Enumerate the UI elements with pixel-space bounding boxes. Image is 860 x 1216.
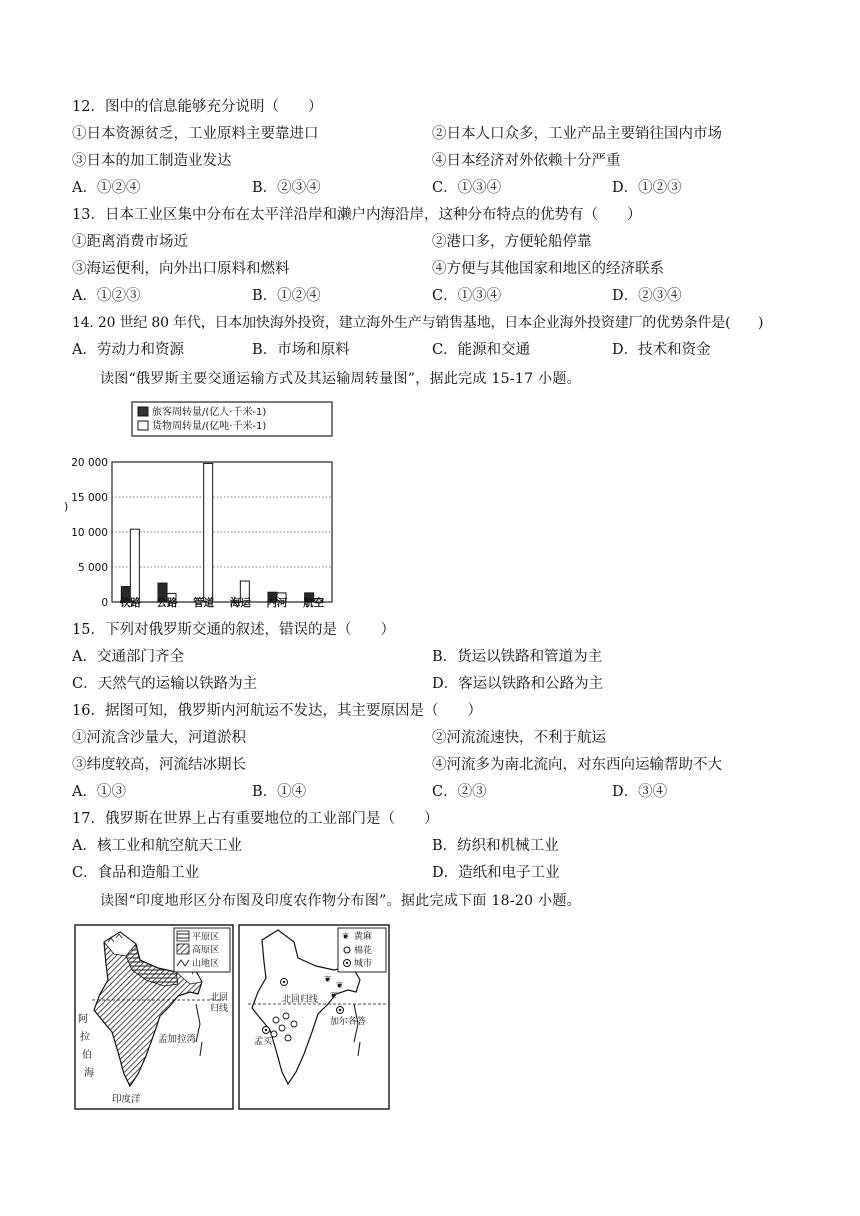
india-landform-map (74, 924, 234, 1110)
q12-item-3: ③日本的加工制造业发达 (72, 153, 232, 169)
y-tick-label: 5 000 (77, 562, 108, 574)
axis-fragment: ) (64, 500, 69, 513)
x-category-label: 内河 (266, 597, 288, 608)
x-category-label: 海运 (229, 597, 251, 608)
q17-option-c: C．食品和造船工业 (72, 865, 200, 881)
chart-bars (121, 463, 322, 602)
y-tick-label: 10 000 (71, 527, 108, 539)
q13-option-d: D．②③④ (612, 288, 682, 304)
x-category-label: 管道 (193, 597, 215, 608)
q13-item-4: ④方便与其他国家和地区的经济联系 (432, 261, 664, 277)
q12-item-2: ②日本人口众多，工业产品主要销往国内市场 (432, 126, 722, 142)
arabian-sea-label-3: 伯 (82, 1050, 92, 1061)
legend-plateau-label: 高原区 (192, 945, 220, 956)
q13-stem: 13．日本工业区集中分布在太平洋沿岸和濑户内海沿岸，这种分布特点的优势有（ ） (72, 207, 642, 223)
bar-freight-2 (204, 463, 213, 602)
legend-swatch-passenger (138, 407, 148, 416)
indian-ocean-label: 印度洋 (112, 1094, 141, 1105)
legend-cotton-label: 棉花 (354, 946, 373, 956)
q12-item-1: ①日本资源贫乏，工业原料主要靠进口 (72, 126, 319, 142)
q17-option-b: B．纺织和机械工业 (432, 838, 559, 854)
legend-jute-swatch: ❦ (342, 932, 350, 942)
legend-swatch-freight (138, 421, 148, 430)
legend-label-freight: 货物周转量/(亿吨·千米-1) (152, 421, 267, 432)
q15-option-a: A．交通部门齐全 (72, 649, 184, 665)
q17-stem: 17．俄罗斯在世界上占有重要地位的工业部门是（ ） (72, 811, 439, 827)
x-category-label: 航空 (303, 597, 325, 608)
bar-freight-0 (130, 529, 139, 602)
arabian-sea-label-2: 拉 (80, 1032, 90, 1043)
legend-label-passenger: 旅客周转量/(亿人·千米-1) (152, 407, 267, 418)
x-category-label: 铁路 (119, 597, 141, 608)
q14-stem: 14. 20 世纪 80 年代，日本加快海外投资，建立海外生产与销售基地，日本企业海外投资建厂的优势条件是( ) (72, 315, 764, 331)
intro-15-17: 读图“俄罗斯主要交通运输方式及其运输周转量图”，据此完成 15-17 小题。 (100, 371, 581, 387)
q16-item-4: ④河流多为南北流向，对东西向运输帮助不大 (432, 757, 722, 773)
q16-option-a: A．①③ (72, 784, 126, 800)
mumbai-label: 孟买 (254, 1037, 273, 1047)
x-category-label: 公路 (156, 597, 178, 608)
q15-stem: 15．下列对俄罗斯交通的叙述，错误的是（ ） (72, 622, 395, 638)
legend-mountain-label: 山地区 (192, 959, 220, 969)
india-crop-map (238, 924, 390, 1110)
q15-option-c: C．天然气的运输以铁路为主 (72, 676, 258, 692)
map1-tropic-label-1: 北回 (210, 993, 229, 1003)
chart-gridlines (112, 497, 332, 567)
legend-jute-label: 黄麻 (354, 932, 373, 942)
legend-plateau-swatch (177, 944, 189, 954)
q14-option-a: A．劳动力和资源 (72, 342, 184, 358)
legend-city-label: 城市 (354, 959, 373, 969)
arabian-sea-label-4: 海 (84, 1068, 94, 1079)
intro-18-20: 读图“印度地形区分布图及印度农作物分布图”。据此完成下面 18-20 小题。 (100, 893, 581, 909)
y-tick-label: 15 000 (71, 492, 108, 504)
q16-option-c: C．②③ (432, 784, 487, 800)
kolkata-label: 加尔各答 (330, 1017, 367, 1027)
legend-plain-swatch (177, 931, 189, 941)
q13-item-3: ③海运便利，向外出口原料和燃料 (72, 261, 290, 277)
q13-item-1: ①距离消费市场近 (72, 234, 188, 250)
q14-option-c: C．能源和交通 (432, 342, 531, 358)
q14-option-d: D．技术和资金 (612, 342, 711, 358)
q16-option-d: D．③④ (612, 784, 668, 800)
y-tick-label: 20 000 (71, 457, 108, 469)
q13-item-2: ②港口多，方便轮船停靠 (432, 234, 592, 250)
chart-y-ticks (71, 457, 108, 608)
q16-item-3: ③纬度较高，河流结冰期长 (72, 757, 246, 773)
q12-option-b: B．②③④ (252, 180, 321, 196)
q14-option-b: B．市场和原料 (252, 342, 350, 358)
q12-item-4: ④日本经济对外依赖十分严重 (432, 153, 621, 169)
map1-tropic-label-2: 归线 (210, 1004, 229, 1014)
q16-item-1: ①河流含沙量大，河道淤积 (72, 730, 246, 746)
q15-option-d: D．客运以铁路和公路为主 (432, 676, 604, 692)
q13-option-a: A．①②③ (72, 288, 141, 304)
q16-item-2: ②河流流速快，不利于航运 (432, 730, 606, 746)
q13-option-b: B．①②④ (252, 288, 321, 304)
q12-option-a: A．①②④ (72, 180, 141, 196)
bay-of-bengal-label: 孟加拉湾 (158, 1034, 197, 1045)
svg-text:❦: ❦ (324, 975, 332, 985)
russia-transport-chart (62, 398, 342, 608)
arabian-sea-label-1: 阿 (78, 1014, 88, 1025)
svg-text:❦: ❦ (330, 991, 338, 1001)
q12-option-d: D．①②③ (612, 180, 682, 196)
q16-stem: 16．据图可知，俄罗斯内河航运不发达，其主要原因是（ ） (72, 703, 482, 719)
q17-option-d: D．造纸和电子工业 (432, 865, 560, 881)
q15-option-b: B．货运以铁路和管道为主 (432, 649, 603, 665)
legend-plain-label: 平原区 (192, 932, 220, 943)
svg-text:❦: ❦ (336, 981, 344, 991)
q17-option-a: A．核工业和航空航天工业 (72, 838, 242, 854)
y-tick-label: 0 (101, 597, 108, 608)
legend-cotton-swatch (344, 947, 350, 953)
q12-option-c: C．①③④ (432, 180, 502, 196)
q12-stem: 12．图中的信息能够充分说明（ ） (72, 99, 323, 115)
map2-tropic-label: 北回归线 (282, 995, 319, 1005)
q13-option-c: C．①③④ (432, 288, 502, 304)
q16-option-b: B．①④ (252, 784, 307, 800)
